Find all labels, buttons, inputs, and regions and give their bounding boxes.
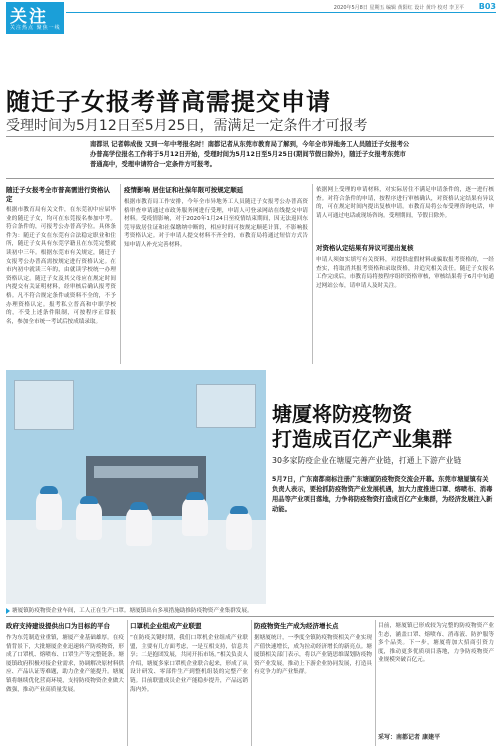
caption-arrow-icon <box>6 608 10 614</box>
caption-text: 塘厦镇防疫物资企业车间，工人正在生产口罩。塘厦镇出台多项措施助推防疫物资产业集群发展。 <box>12 608 253 614</box>
feature-title-line1: 塘厦将防疫物资 <box>272 402 412 426</box>
bottom-col4-body: 目前，塘厦镇已形成较为完整的防疫物资产业生态，涵盖口罩、熔喷布、消毒液、防护服等多个品类。下一步，塘厦将加大招商引资力度，推动更多优质项目落地，力争防疫物资产业规模突破百亿元。 <box>378 623 494 664</box>
lead-paragraph: 南都讯 记者韩成俊 又到一年中考报名时！南都记者从东莞市教育局了解到，今年全市异地务工人员随迁子女报考公办普高学位报名工作将于5月12日开始，受理时间为5月12日至5月25日(期间节假日除外)，随迁子女报考东莞市普通高中，受理申请符合一定条件方可报考。 <box>90 141 410 168</box>
right-article-body-top: 依据网上受理的申请材料，对实际居住不满足申请条件的，逐一进行核查。对符合条件的申请，按程序进行审核确认，对资格认定结果有异议的，可在规定时间内提出复核申请。市教育局将公布受理咨询电话，申请人可通过电话或现场咨询。受理期间，节假日除外。 <box>316 187 494 219</box>
headline-divider <box>6 136 494 137</box>
lead-divider <box>6 178 494 179</box>
column-divider <box>127 620 128 746</box>
column-divider <box>120 184 121 364</box>
section-tagline: 关注热点 聚焦一线 <box>10 25 61 31</box>
page-subhead: 受理时间为5月12日至5月25日，需满足一定条件才可报考 <box>6 118 368 134</box>
masthead-rule <box>66 12 496 13</box>
column-divider <box>375 620 376 746</box>
factory-photo <box>6 370 266 604</box>
feature-body: 5月7日，广东南都商标注册广东塘厦防疫物资交流会开幕。东莞市塘厦镇有关负责人表示，要抢抓防疫物资产业发展机遇，加大力度推进口罩、熔喷布、消毒用品等产业项目落地，力争将防疫物资打造成百亿产业集群，为经济发展注入新动能。 <box>272 476 493 513</box>
left-article-title: 随迁子女报考全市普高需进行资格认定 <box>6 186 110 203</box>
author-credit: 采写：南都记者 康建平 <box>378 734 441 741</box>
section-tag <box>6 2 64 34</box>
feature-title-line2: 打造成百亿产业集群 <box>272 427 452 451</box>
mid-article-body: 根据市教育局工作安排，今年全市异地务工人员随迁子女报考公办普高资格审查申请通过市政务服务网进行受理，申请人可登录网站在线提交申请材料。受疫情影响，对于2020年1月24日至疫情结束期间，因无法返回东莞导致居住证和社保缴纳中断的，相应时间可按规定顺延计算，不影响报考资格认定。对于申请人提交材料不齐全的，市教育局将通过短信方式告知申请人补充完善材料。 <box>124 199 308 248</box>
page-headline: 随迁子女报考普高需提交申请 <box>6 88 331 116</box>
caption-divider <box>6 616 494 617</box>
feature-subtitle: 30多家防疫企业在塘厦完善产业链，打通上下游产业链 <box>272 456 462 465</box>
right-article-title: 对资格认定结果有异议可提出复核 <box>316 244 414 252</box>
page-number: B03 <box>478 2 496 11</box>
issue-meta: 2020年5月8日 星期五 编辑 黄阳红 设计 黄玲 校对 李卫平 <box>333 5 464 11</box>
bottom-col2-body: “在防疫关键时期，我们口罩机企业组成产业联盟，主要有几方面考虑，一是互相支持，信息共享；二是抱团发展，共同开拓市场。”相关负责人介绍，塘厦多家口罩机企业联合起来，形成了从设计研发、零部件生产到整机组装的完整产业链。目前联盟成员企业产能稳步提升，产品远销海内外。 <box>130 635 248 693</box>
column-divider <box>251 620 252 746</box>
photo-caption <box>6 606 494 614</box>
masthead <box>0 0 500 36</box>
column-divider <box>312 184 313 364</box>
bottom-col1-title: 政府支持建设提供出口为目标的平台 <box>6 622 110 630</box>
bottom-col2-title: 口罩机企业组成产业联盟 <box>130 622 202 630</box>
mid-article-title: 疫情影响 居住证和社保年限可按规定顺延 <box>124 186 244 194</box>
section-name: 关注 <box>10 7 48 27</box>
bottom-col3-body: 据塘厦统计，一季度全镇防疫物资相关产业实现产值快速增长，成为拉动经济增长的新亮点。塘厦镇相关部门表示，将以产业链思维谋划防疫物资产业发展，推动上下游企业协同发展，打造具有竞争力的产业集群。 <box>254 635 372 676</box>
left-article-body: 根据市教育局有关文件，在东莞初中应届毕业的随迁子女，均可在东莞报名参加中考。符合条件的，可报考公办普高学位。具体条件为：随迁子女在东莞有合法稳定职业和住所，随迁子女具有东莞学籍且在东莞完整就读初中三年。根据东莞市有关规定，随迁子女报考公办普高需按规定进行资格认定。在市内初中就读三年的，由就读学校统一办理资格认定。随迁子女及其父母应在规定时间内提交有关证明材料，经审核后确认报考资格。凡不符合规定条件或资料不全的，不予办理资格认定。报考私立普高和中职学校的，不受上述条件限制，可按程序正常报名，参加全市统一考试后按成绩录取。 <box>6 207 116 325</box>
bottom-col1-body: 作为东莞制造业重镇，塘厦产业基础雄厚。在疫情背景下，大批塘厦企业迅速转产防疫物资，形成了口罩机、熔喷布、口罩生产等完整链条。塘厦镇政府积极对接企业需求，协调解决原材料供应、产品认证等难题，助力企业产能提升。塘厦镇将继续优化营商环境，支持防疫物资企业做大做强，推动产业高质量发展。 <box>6 635 124 693</box>
feature-title <box>272 402 452 452</box>
right-article-body-bottom: 申请人须如实填写有关资料，对提供虚假材料或骗取报考资格的，一经查实，将取消其报考资格和录取资格，并追究相关责任。随迁子女报名工作完成后，市教育局将按程序组织资格审核，审核结果将于6月中旬通过网站公布，请申请人及时关注。 <box>316 257 494 289</box>
bottom-col3-title: 防疫物资生产成为经济增长点 <box>254 622 339 630</box>
